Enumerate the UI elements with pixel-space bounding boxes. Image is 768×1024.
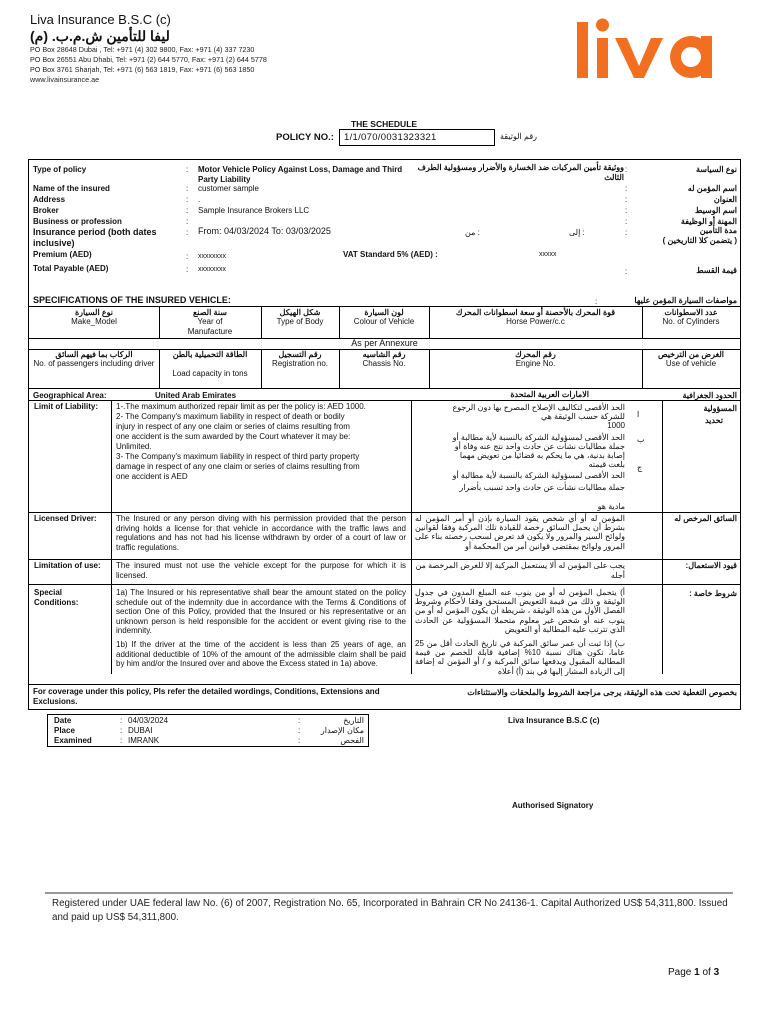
- geo-label: Geographical Area:: [33, 391, 107, 400]
- driver-label: Licensed Driver:: [34, 514, 97, 523]
- colon: :: [625, 206, 628, 215]
- as-per-annexure: As per Annexure: [351, 338, 418, 348]
- use-label-arabic: قيود الاستعمال:: [685, 561, 737, 570]
- limit-line: damage in respect of any one claim or series of claims resulting from: [116, 462, 360, 471]
- place-label-arabic: مكان الإصدار: [320, 726, 364, 735]
- colon: :: [186, 252, 189, 261]
- period-label-arabic: مدة التأمين: [699, 226, 737, 235]
- limit-label-arabic-2: تحديد: [704, 416, 723, 425]
- vehicle-header-hp-ar: قوة المحرك بالأحصنة أو سعة اسطوانات المحرك: [455, 308, 616, 317]
- limit-line: injury in respect of any one claim or series of claims resulting from: [116, 422, 350, 431]
- period-to-arabic: إلى :: [569, 228, 585, 237]
- limit-arabic-line: الحد الأقصى لمسؤولية الشركة بالنسبة لأية مطالبة أو: [452, 433, 625, 442]
- vehicle-header-cylinders: No. of Cylinders: [662, 317, 720, 326]
- vehicle-header-hp: Horse Power/c.c: [506, 317, 565, 326]
- policy-no-label: POLICY NO.:: [276, 132, 334, 143]
- page-label: Page: [668, 967, 692, 978]
- limit-arabic-line: الحد الأقصى لمسؤولية الشركة بالنسبة لأية مطالبة أو: [452, 471, 625, 480]
- page-current: 1: [694, 967, 700, 978]
- colon: :: [625, 217, 628, 226]
- use-label: Limitation of use:: [34, 561, 101, 570]
- colon: :: [298, 736, 301, 745]
- vehicle-header-body-ar: شكل الهيكل: [279, 308, 321, 317]
- schedule-title: THE SCHEDULE: [350, 119, 418, 129]
- vehicle-header-engine-ar: رقم المحرك: [515, 350, 556, 359]
- limit-arabic-line: مادية هو: [597, 502, 625, 511]
- special-text-arabic-a: أ) يتحمل المؤمن له أو من ينوب عنه المبلغ المدون في جدول الوثيقة و ذلك من قيمة التعويض المستحق وفقا لأحكام وشروط الفصل الأول من هذه الوثيقة ، شريطة أن يكون المؤمن له أو من ينوب عنه أو شخص غير معلوم متحملا المسؤولية عن الحادث الذي تترتب عليه المطالبة أو التعويض: [415, 588, 625, 634]
- limit-arabic-line: بلغت قيمته: [588, 460, 625, 469]
- policy-no-label-arabic: رقم الوثيقة: [500, 132, 538, 141]
- vehicle-header-year: Year of Manufacture: [187, 317, 233, 336]
- vehicle-header-chassis-ar: رقم الشاسيه: [362, 350, 406, 359]
- logo-text: liva: [573, 14, 575, 15]
- special-text-a: 1a) The Insured or his representative shall bear the amount stated on the policy schedule out of the indemnity due in accordance with the Terms & Conditions of section One of this Policy, provided that the Insured or his representative or an unknown person is held responsible for the accident or event giving rise to the indemnity.: [116, 588, 406, 635]
- website-link[interactable]: www.livainsurance.ae: [30, 75, 100, 84]
- company-name: Liva Insurance B.S.C (c): [30, 12, 171, 27]
- page-number: [668, 967, 719, 978]
- item-marker: ب: [637, 435, 645, 444]
- limit-arabic-line: للشركة حسب الوثيقة هي: [541, 412, 625, 421]
- premium-label: Premium (AED): [33, 250, 92, 259]
- type-of-policy-value: Motor Vehicle Policy Against Loss, Damage and Third Party Liability: [198, 165, 403, 184]
- authorised-signatory: Authorised Signatory: [512, 801, 594, 810]
- address-line: PO Box 3761 Sharjah, Tel: +971 (6) 563 1819, Fax: +971 (6) 563 1850: [30, 65, 255, 74]
- vehicle-header-body: Type of Body: [276, 317, 324, 326]
- signature-company: Liva Insurance B.S.C (c): [508, 716, 600, 725]
- examined-label: Examined: [54, 736, 92, 745]
- place-value: DUBAI: [128, 726, 153, 735]
- vehicle-header-make: Make_Model: [71, 317, 117, 326]
- limit-line: 3- The Company's maximum liability in respect of third party property: [116, 452, 360, 461]
- colon: :: [120, 736, 123, 745]
- vehicle-header-passengers-ar: الركاب بما فيهم السائق: [55, 350, 133, 359]
- colon: :: [186, 228, 189, 237]
- vehicle-spec-heading: SPECIFICATIONS OF THE INSURED VEHICLE:: [33, 295, 231, 305]
- coverage-note-arabic: بخصوص التغطية تحت هذه الوثيقة، يرجى مراجعة الشروط والملحقات والاستثناءات: [467, 688, 737, 697]
- colon: :: [625, 184, 628, 193]
- vehicle-header-use-ar: الغرض من الترخيص: [657, 350, 725, 359]
- limit-arabic-line: إصابة بدنية، هي ما يحكم به قضائيا من تعويض مهما: [459, 451, 625, 460]
- colon: :: [186, 217, 189, 226]
- use-text: The insured must not use the vehicle except for the purpose for which it is licensed.: [116, 561, 406, 580]
- item-marker: ا: [637, 410, 640, 419]
- vehicle-header-use: Use of vehicle: [665, 359, 717, 368]
- address-value: .: [198, 195, 201, 204]
- examined-label-arabic: الفحص: [340, 736, 364, 745]
- limit-label: Limit of Liability:: [34, 402, 98, 411]
- vehicle-header-make-ar: نوع السيارة: [74, 308, 114, 317]
- driver-label-arabic: السائق المرخص له: [674, 514, 737, 523]
- examined-value: IMRANK: [128, 736, 160, 745]
- vehicle-header-chassis: Chassis No.: [362, 359, 406, 368]
- type-of-policy-label: Type of policy: [33, 165, 87, 174]
- business-label-arabic: المهنة أو الوظيفة: [680, 217, 737, 226]
- insured-name-label-arabic: اسم المؤمن له: [687, 184, 737, 193]
- page-of: of: [702, 967, 711, 978]
- vehicle-header-passengers: No. of passengers including driver: [33, 359, 155, 368]
- total-label-arabic: قيمة القسط: [696, 266, 737, 275]
- colon: :: [298, 716, 301, 725]
- colon: :: [625, 195, 628, 204]
- vat-value: xxxxx: [539, 251, 557, 258]
- geo-label-arabic: الحدود الجغرافية: [682, 391, 737, 400]
- total-label: Total Payable (AED): [33, 264, 109, 273]
- colon: :: [298, 726, 301, 735]
- coverage-note: For coverage under this policy, Pls refer the detailed wordings, Conditions, Extensions and Exclusions.: [33, 687, 380, 706]
- limit-label-arabic: المسؤولية: [703, 404, 737, 413]
- vehicle-header-cylinders-ar: عدد الاسطوانات: [664, 308, 718, 317]
- vehicle-header-colour-ar: لون السيارة: [364, 308, 404, 317]
- address-label-arabic: العنوان: [713, 195, 737, 204]
- limit-line: Unlimited.: [116, 442, 152, 451]
- colon: :: [186, 206, 189, 215]
- special-label-arabic: شروط خاصة :: [689, 589, 737, 598]
- broker-label-arabic: اسم الوسيط: [695, 206, 737, 215]
- vehicle-header-engine: Engine No.: [515, 359, 556, 368]
- insured-name-label: Name of the insured: [33, 184, 110, 193]
- date-label: Date: [54, 716, 72, 725]
- broker-label: Broker: [33, 206, 59, 215]
- period-label: Insurance period (both dates inclusive): [33, 227, 157, 248]
- vehicle-header-load: Load capacity in tons: [172, 369, 248, 378]
- limit-arabic-line: جملة مطالبات نشأت عن حادث واحد تسبب بأضرار: [459, 483, 625, 492]
- type-of-policy-label-arabic: نوع السياسة: [696, 165, 737, 174]
- colon: :: [625, 267, 628, 276]
- date-value: 04/03/2024: [128, 716, 169, 725]
- footer-divider: [45, 892, 733, 894]
- limit-line: one accident is the sum awarded by the Court whatever it may be:: [116, 432, 351, 441]
- issue-details-table: [47, 714, 369, 747]
- vehicle-header-registration: Registration no.: [271, 359, 329, 368]
- policy-no-value: 1/1/070/0031323321: [339, 129, 495, 146]
- colon: :: [186, 184, 189, 193]
- limit-arabic-line: جملة مطالبات نشأت عن حادث واحد نتج عنه وفاة أو: [454, 442, 625, 451]
- colon: :: [625, 228, 628, 237]
- total-value: xxxxxxxx: [198, 266, 226, 273]
- vehicle-header-load-ar: الطاقة التحميلية بالطن: [172, 350, 248, 359]
- business-label: Business or profession: [33, 217, 122, 226]
- driver-text-arabic: المؤمن له أو أي شخص يقود السيارة بإذن أو أمر المؤمن له بشرط أن يحمل السائق رخصة للقيادة تلك المركبة وفقا لقوانين ولوائح السير والمرور ولا يكون قد تعرض لسحب رخصته بناء على المرور ولوائح بمقتضى قوانين أمر من المحكمة أو: [415, 514, 625, 551]
- broker-value: Sample Insurance Brokers LLC: [198, 206, 310, 215]
- driver-text: The Insured or any person diving with his permission provided that the person driving holds a license for that vehicle in accordance with the traffic laws and regulations and has not had his license withdrawn by order of a court of law or traffic regulations.: [116, 514, 406, 552]
- colon: :: [120, 716, 123, 725]
- colon: :: [186, 265, 189, 274]
- limit-arabic-line: الحد الأقصى لتكاليف الإصلاح المصرح بها دون الرجوع: [452, 403, 625, 412]
- colon: :: [186, 195, 189, 204]
- colon: :: [186, 165, 189, 174]
- vehicle-header-colour: Colour of Vehicle: [353, 317, 415, 326]
- company-name-arabic: ليفا للتأمين ش.م.ب. (م): [30, 28, 170, 44]
- limit-line: 2- The Company's maximum liability in respect of death or bodily: [116, 412, 345, 421]
- type-of-policy-value-arabic: ووثيقة تأمين المركبات ضد الخسارة والأضرار ومسؤولية الطرف الثالث: [417, 163, 624, 182]
- address-line: PO Box 28648 Dubai , Tel: +971 (4) 302 9800, Fax: +971 (4) 337 7230: [30, 45, 255, 54]
- vehicle-header-registration-ar: رقم التسجيل: [278, 350, 322, 359]
- period-from-arabic: من :: [465, 228, 480, 237]
- period-label-arabic-sub: ( يتضمن كلا التاريخين ): [662, 236, 737, 245]
- place-label: Place: [54, 726, 75, 735]
- address-label: Address: [33, 195, 66, 204]
- geo-value: United Arab Emirates: [155, 391, 237, 400]
- vehicle-header-year-ar: سنة الصنع: [193, 308, 227, 317]
- insured-name-value: customer sample: [198, 184, 259, 193]
- footer-registration-text: Registered under UAE federal law No. (6) of 2007, Registration No. 65, Incorporated in Bahrain CR No 24136-1. Capital Authorized US$ 54,311,800. Issued and paid up US$ 54,311,800.: [52, 898, 728, 923]
- vat-label: VAT Standard 5% (AED) :: [343, 250, 438, 259]
- limit-line: 1-.The maximum authorized repair limit as per the policy is: AED 1000.: [116, 402, 366, 411]
- vehicle-spec-heading-arabic: مواصفات السيارة المؤمن عليها: [634, 296, 737, 305]
- premium-value: xxxxxxxx: [198, 253, 226, 260]
- date-label-arabic: التاريخ: [343, 716, 364, 725]
- liva-logo: [573, 14, 733, 84]
- geo-value-arabic: الامارات العربية المتحدة: [510, 390, 589, 399]
- special-label: Special Conditions:: [34, 588, 79, 607]
- colon: :: [595, 297, 598, 306]
- address-line: PO Box 26551 Abu Dhabi, Tel: +971 (2) 644 5770, Fax: +971 (2) 644 5778: [30, 55, 267, 64]
- use-text-arabic: يجب على المؤمن له ألا يستعمل المركبة إلا للغرض المرخصة من أجله: [415, 561, 625, 580]
- policy-schedule-table: [28, 159, 741, 710]
- colon: :: [625, 165, 628, 174]
- limit-arabic-line: 1000: [607, 421, 625, 430]
- period-value: From: 04/03/2024 To: 03/03/2025: [198, 226, 331, 236]
- item-marker: ج: [637, 463, 643, 472]
- special-text-arabic-b: ب) إذا ثبت أن عمر سائق المركبة في تاريخ الحادث أقل من 25 عاما، تكون هناك نسبة 10% إضافية قابلة للخصم من قيمة المطالبة المقبول ويدفعها سائق المركبة و / أو المؤمن له إضافة إلى الزيادة المشار إليها في بند (أ) أعلاه: [415, 639, 625, 676]
- colon: :: [120, 726, 123, 735]
- limit-line: one accident is AED: [116, 472, 188, 481]
- special-text-b: 1b) If the driver at the time of the accident is less than 25 years of age, an additional deductible of 10% of the amount of the admissible claim shall be paid by him and/or the Insured over and above the Excess stated in 1a) above.: [116, 640, 406, 668]
- page-total: 3: [713, 967, 720, 978]
- company-header: [30, 12, 267, 85]
